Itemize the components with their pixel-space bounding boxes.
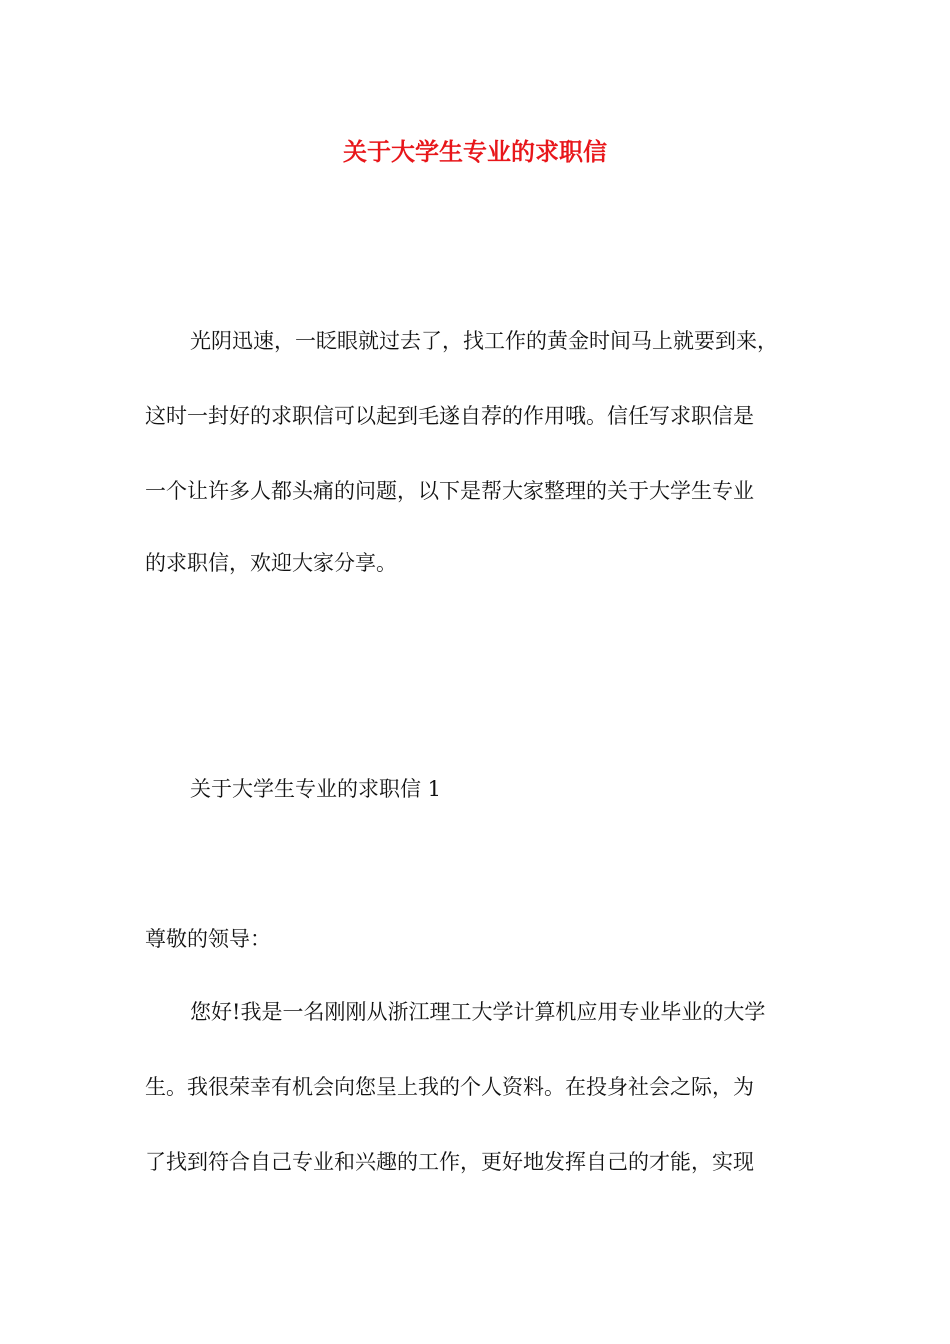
salutation: 尊敬的领导： bbox=[145, 927, 271, 951]
section-heading: 关于大学生专业的求职信 1 bbox=[190, 777, 442, 801]
intro-line-1: 光阴迅速，一眨眼就过去了，找工作的黄金时间马上就要到来， bbox=[190, 329, 778, 353]
body-line-3: 了找到符合自己专业和兴趣的工作，更好地发挥自己的才能，实现 bbox=[145, 1150, 754, 1174]
body-line-2: 生。我很荣幸有机会向您呈上我的个人资料。在投身社会之际，为 bbox=[145, 1075, 754, 1099]
body-line-1: 您好!我是一名刚刚从浙江理工大学计算机应用专业毕业的大学 bbox=[190, 1000, 766, 1024]
intro-line-3: 一个让许多人都头痛的问题，以下是帮大家整理的关于大学生专业 bbox=[145, 479, 754, 503]
document-title: 关于大学生专业的求职信 bbox=[343, 137, 607, 166]
intro-line-4: 的求职信，欢迎大家分享。 bbox=[145, 551, 397, 575]
intro-line-2: 这时一封好的求职信可以起到毛遂自荐的作用哦。信任写求职信是 bbox=[145, 404, 754, 428]
